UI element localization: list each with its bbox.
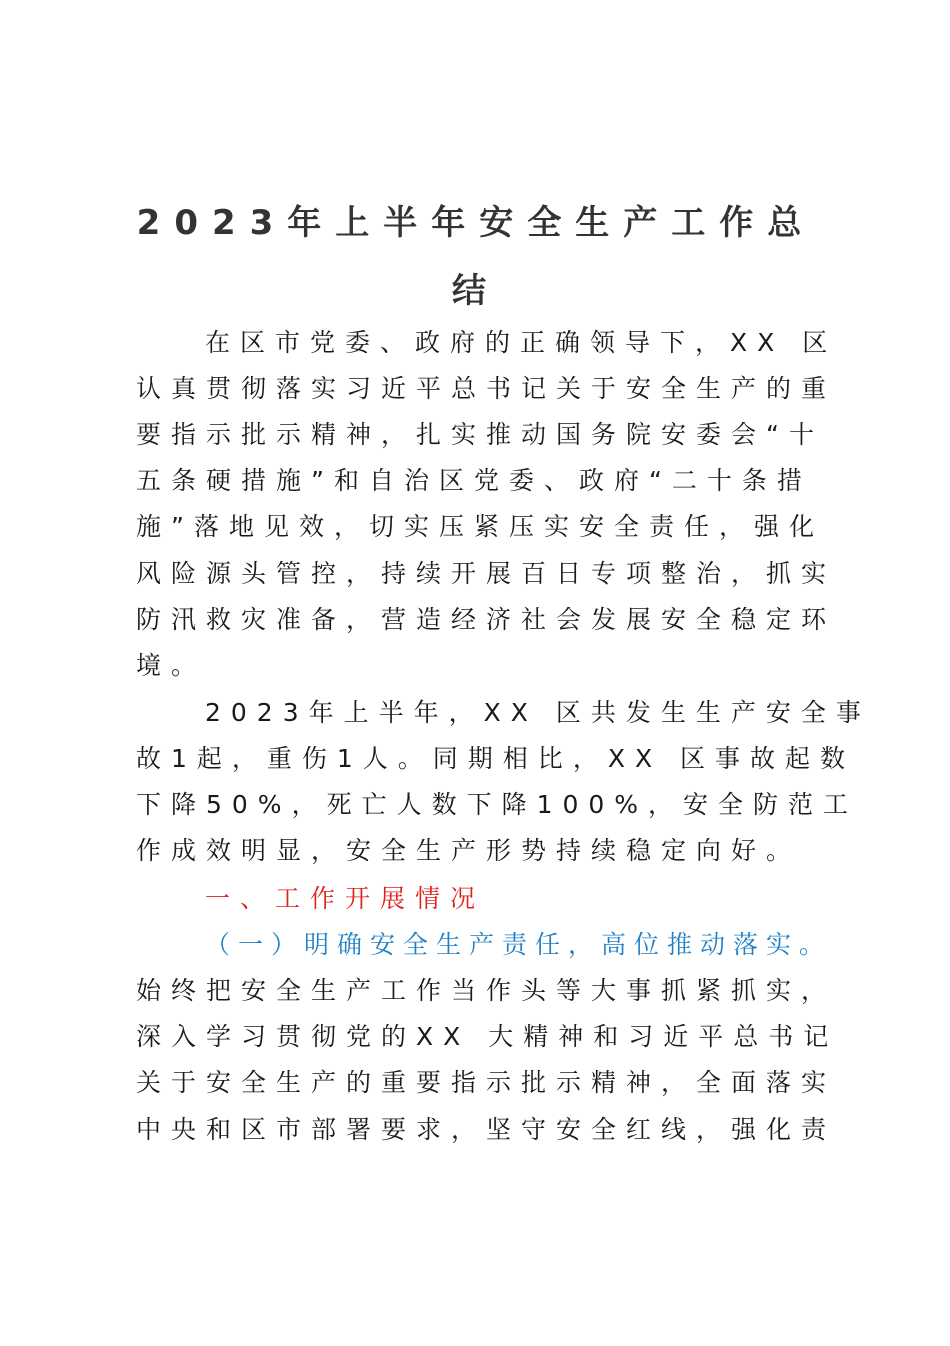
paragraph-3-line: 中央和区市部署要求，坚守安全红线，强化责: [136, 1115, 837, 1144]
paragraph-2-line: 故1起，重伤1人。同期相比，XX 区事故起数: [136, 744, 856, 773]
paragraph-1-line: 认真贯彻落实习近平总书记关于安全生产的重: [136, 374, 837, 403]
subsection-heading: （一）明确安全生产责任，高位推动落实。: [205, 930, 833, 959]
paragraph-1-line: 在区市党委、政府的正确领导下，XX 区: [205, 328, 838, 357]
section-heading: 一、工作开展情况: [205, 884, 486, 913]
paragraph-3-line: 始终把安全生产工作当作头等大事抓紧抓实，: [136, 976, 837, 1005]
paragraph-1-line: 要指示批示精神，扎实推动国务院安委会“十: [136, 420, 824, 449]
paragraph-2-line: 2023年上半年，XX 区共发生生产安全事: [205, 698, 871, 727]
paragraph-1-line: 防汛救灾准备，营造经济社会发展安全稳定环: [136, 605, 837, 634]
paragraph-2-line: 下降50%，死亡人数下降100%，安全防范工: [136, 790, 859, 819]
paragraph-3-line: 关于安全生产的重要指示批示精神，全面落实: [136, 1068, 837, 1097]
paragraph-1-line: 施”落地见效，切实压紧压实安全责任，强化: [136, 512, 824, 541]
paragraph-1-line: 五条硬措施”和自治区党委、政府“二十条措: [136, 466, 812, 495]
document-title-line-1: 2023年上半年安全生产工作总: [136, 203, 816, 243]
paragraph-2-line: 作成效明显，安全生产形势持续稳定向好。: [136, 836, 802, 865]
document-title-line-2: 结: [452, 271, 500, 311]
paragraph-1-line: 境。: [136, 651, 207, 680]
paragraph-3-line: 深入学习贯彻党的XX 大精神和习近平总书记: [136, 1022, 839, 1051]
paragraph-1-line: 风险源头管控，持续开展百日专项整治，抓实: [136, 559, 837, 588]
